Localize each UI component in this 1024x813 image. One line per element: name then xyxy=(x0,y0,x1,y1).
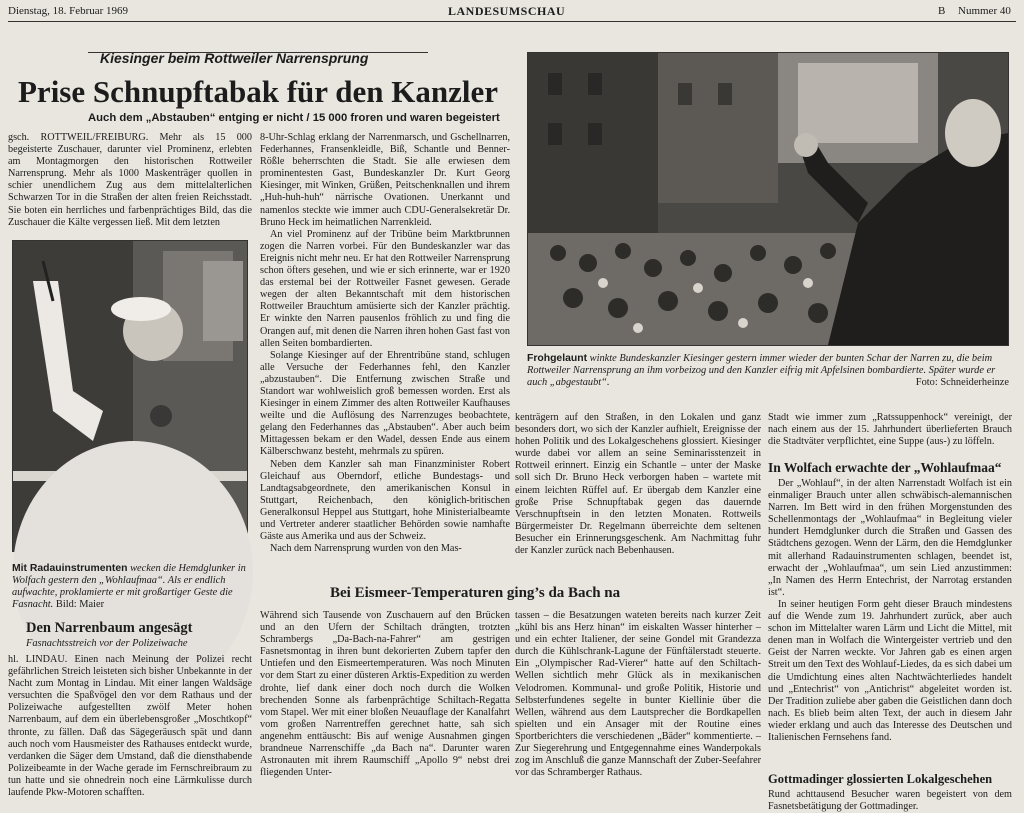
wolfach-p2: In seiner heutigen Form geht dieser Brauch mindestens auf die Wende zum 19. Jahrhundert zurück, aber auch schon im Mittelalter waren Lärm und Licht die Mittel, mit denen man in Wolfach die Wintergeister vertrieb und den Geist der Narren weckte. Vor Jahren gab es einen argen Streit um den Text des Wohlauf-Liedes, da es sich dabei um die Umdichtung eines alten Nachtwächterliedes handelt und „Entechrist“ von „Antichrist“ abgeleitet worden ist. Der Tradition zuliebe aber gaben die Geistlichen dann doch nach. Es blieb beim alten Text, der auch in diesem Jahr wieder erklang und auch das Interesse des Deutschen und Italienischen Fernsehens fand. xyxy=(768,598,1012,743)
lead-kicker: Kiesinger beim Rottweiler Narrensprung xyxy=(100,50,369,66)
left-caption-text: wecken die Hemdglunker in Wolfach gestern den „Wohlaufmaa“. Als er endlich aufwachte, proklamierte er mit großartiger Geste die Fasnacht. xyxy=(12,563,246,610)
lead-col2-p5: Nach dem Narrensprung wurden von den Mas- xyxy=(270,543,462,555)
section-title: LANDESUMSCHAU xyxy=(448,4,566,18)
main-photo-caption xyxy=(527,353,1009,389)
gottmadingen-text: Rund achttausend Besucher waren begeistert von dem Fasnetsbetätigung der Gottmadinger. xyxy=(768,789,1012,813)
photo-kiesinger-image xyxy=(528,53,1008,345)
gottmadingen-headline: Gottmadinger glossierten Lokalgeschehen xyxy=(768,772,993,786)
narrenbaum-headline: Den Narrenbaum angesägt xyxy=(26,620,193,636)
wolfach-headline: In Wolfach erwachte der „Wohlaufmaa“ xyxy=(768,460,1002,475)
wolfach-intro: Stadt wie immer zum „Ratssuppenhock“ vereinigt, der nach einem aus der 15. Jahrhundert überlieferten Brauch die Stadtväter verpflichtet, eine Suppe (aus-) zu löffeln. xyxy=(768,412,1012,448)
lead-intro-text: gsch. ROTTWEIL/FREIBURG. Mehr als 15 000 begeisterte Zuschauer, darunter viel Prominenz, erlebten am Montagmorgen den historischen Rottweiler Narrensprung. Mehr als 1000 Maskenträger quollen in schier unendlichem Zug aus dem mittelalterlichen Schwarzen Tor in die Straßen der alten freien Reichsstadt. Sie boten ein herrliches und farbenprächtiges Bild, das die Zuschauer die Kälte vergessen ließ. Mit dem letzten xyxy=(8,132,252,228)
left-photo-caption xyxy=(12,563,250,611)
edition-letter: B xyxy=(938,5,946,17)
wolfach-p1: Der „Wohlauf“, in der alten Narrenstadt Wolfach ist ein einmaliger Brauch unter allen schwäbisch-alemannischen Narren. Im Bett wird in den frühen Morgenstunden des Schellenmontags der „Wohlaufmaa“ in Begleitung vieler hundert Hemdglunker durch die Straßen und Gassen des Städtchens gezogen. Wenn der Lärm, den die Hemdglunker mit allerhand Radauinstrumenten schlagen, beendet ist, erwacht der „Wohlaufmaa“, um sein Lied anzustimmen: „In Namen des Herrn Entechrist, der Narrotag erstanden ist“. xyxy=(768,478,1012,598)
issue-date: Dienstag, 18. Februar 1969 xyxy=(8,5,129,17)
lead-column-2 xyxy=(260,132,510,562)
left-caption-credit: Bild: Maier xyxy=(55,599,105,610)
lead-column-3: kenträgern auf den Straßen, in den Lokalen und ganz besonders dort, wo sich der Kanzler aufhielt, Ereignisse der hohen Politik und des Lokalgeschehens glossiert. Kiesinger wurde dabei vor allem an seine Seminarisstenzeit in Rottweil erinnert. Einzig ein Schantle – unter der Maske soll sich Dr. Bruno Heck verborgen haben – wartete mit einem leichten Rüffel auf. Er übergab dem Kanzler eine große Prise Schnupftabak gegen das dauernde Verschnupftsein in den letzten Monaten. Rottweils Bürgermeister Dr. Regelmann überreichte dem seltenen Besucher ein Erinnerungsgeschenk. Am Nachmittag fuhr der Kanzler zurück nach Bebenhausen. xyxy=(515,412,761,557)
masthead-bar xyxy=(8,5,1016,22)
left-caption-bold: Mit Radauinstrumenten xyxy=(12,563,128,574)
lead-col2-p1: 8-Uhr-Schlag erklang der Narrenmarsch, und Gschellnarren, Federhannes, Fransenkleidle, Biß, Schantle und Benner-Rößle beherrschten die Stadt. Sie alle erwiesen dem prominentesten Gast, Bundeskanzler Dr. Kurt Georg Kiesinger, mit Winken, Grüßen, Peitschenknallen und ihrem „Huh-huh-huh“ närrische Ovationen. Unerkannt und namenlos steckte wie immer auch CDU-Generalsekretär Dr. Bruno Heck im heimatlichen Narrenkleid. xyxy=(260,132,510,228)
photo-kiesinger xyxy=(527,52,1009,346)
wolfach-article xyxy=(768,478,1012,768)
lead-col2-p3: Solange Kiesinger auf der Ehrentribüne stand, schlugen alle Versuche der Federhannes fehl, den Kanzler „abzustauben“. Die Entfernung zwischen Straße und Standort war wohlweislich groß bemessen worden. Erst als Kiesinger in einem Zimmer des alten Rottweiler Kaufhauses weilte und die Auflösung des Narrenzuges beobachtete, gelang den Federhannes das „Abstauben“. Aber auch beim Mittagessen bekam er den Wadel, dessen Ende aus einem Kälberschwanz besteht, mehrmals zu spüren. xyxy=(260,349,510,458)
main-caption-bold: Frohgelaunt xyxy=(527,353,588,364)
narrenbaum-subtitle: Fasnachtsstreich vor der Polizeiwache xyxy=(26,638,188,649)
main-caption-text: winkte Bundeskanzler Kiesinger gestern immer wieder der bunten Schar der Narren zu, die beim Rottweiler Narrensprung an ihm vorbeizog und den Kanzler eifrig mit Apfelsinen bombardierte. Später wurde er auch „abgestaubt“. xyxy=(527,353,996,388)
issue-number: Nummer 40 xyxy=(958,5,1011,17)
photo-wohlaufmaa-image xyxy=(13,241,247,551)
photo-wohlaufmaa xyxy=(12,240,248,552)
main-caption-credit: Foto: Schneiderheinze xyxy=(915,377,1009,388)
lead-col2-p2: An viel Prominenz auf der Tribüne beim Marktbrunnen zogen die Narren vorbei. Für den Bundeskanzler war das Ereignis nicht mehr neu. Er hat den Rottweiler Narrensprung schon öfters gesehen, und wie er sich erinnerte, war er 1920 das erstemal bei der Rottweiler Fasnet gewesen. Gerade wegen der alten Bekanntschaft mit dem historischen Rottweiler Brauchtum amüsierte sich der Kanzler prächtig. Er winkte den Narren pausenlos fröhlich zu und fing die Orangen auf, mit denen die Narren ihren hohen Gast fast von allen Seiten bombardierten. xyxy=(260,228,510,349)
bach-headline: Bei Eismeer-Temperaturen ging’s da Bach na xyxy=(330,585,621,601)
lead-subtitle: Auch dem „Abstauben“ entging er nicht / 15 000 froren und waren begeistert xyxy=(88,112,500,124)
lead-headline: Prise Schnupftabak für den Kanzler xyxy=(18,74,498,109)
lead-col2-p4: Neben dem Kanzler sah man Finanzminister Robert Gleichauf aus Oberndorf, etliche Bundestags- und Landtagsabgeordnete, den amerikanischen Konsul in Stuttgart, Reichenbach, den königlich-britischen Generalkonsul Heppel aus Stuttgart, hohe Ministerialbeamte und Vertreter anderer staatlicher Behörden sowie namhafte Gäste aus Amerika und aus der Schweiz. xyxy=(260,458,510,543)
kicker-rule xyxy=(88,52,428,53)
bach-column-2: tassen – die Besatzungen wateten bereits nach kurzer Zeit „kühl bis ans Herz hinan“ im eiskalten Wasser hinterher – und ein echter Italiener, der seine Gondel mit Grandezza durch die Kühlschrank-Lagune der Fünftälerstadt steuerte. Ein „Olympischer Rad-Vierer“ hatte auf den Schiltach-Wellen sichtlich mehr Glück als in mexikanischen Velodromen. Kommunal- und große Politik, Historie und Selbsterfundenes segelte in bunter Kiellinie über die Wellen, während aus dem Lautsprecher die Bordkapellen spielten und ein Ansager mit der Routine eines Sportberichters die verschiedenen „Bäder“ kommentierte. – Zur Siegerehrung und Entgegennahme eines Wanderpokals zog im Anschluß die ganze Mannschaft der Zuber-Seefahrer vor das Schramberger Rathaus. xyxy=(515,610,761,779)
bach-column-1: Während sich Tausende von Zuschauern auf den Brücken und an den Ufern der Schiltach drängten, trotzten Schrambergs „Da-Bach-na-Fahrer“ am gestrigen Fasnetsmontag in ihren bunt dekorierten Zubern tapfer den Untiefen und den Eismeertemperaturen. Was noch Minuten vor dem Start zu einer düsteren Arktis-Expedition zu werden drohte, lief dank einer doch noch durch die Wolken brechenden Sonne als farbenprächtige Schiltach-Regatta vom Stapel. Wer mit einer bloßen Neuauflage der Kanalfahrt vom großen Narrentreffen gerechnet hatte, sah sich angenehm enttäuscht: Bis auf wenige Ausnahmen gingen brandneue Narrenschiffe „da Bach na“. Darunter waren Astronauten mit ihrem Raumschiff „Apollo 9“ nebst drei fliegenden Unter- xyxy=(260,610,510,779)
narrenbaum-article: hl. LINDAU. Einen nach Meinung der Polizei recht gefährlichen Streich leisteten sich bisher Unbekannte in der Nacht zum Montag in Lindau. Mit einer langen Waldsäge versuchten die Spaßvögel den vor dem Rathaus und der Polizeiwache aufgestellten zwölf Meter hohen Narrenbaum, auf dem ein überlebensgroßer „Moschtkopf“ thronte, zu fällen. Daß das Sägegeräusch spät und dann auch noch vom Hausmeister des Rathauses entdeckt wurde, verdanken die Säger dem Umstand, daß die diensthabende Polizeibeamte in der Wache gerade im Fernschreibraum zu tun hatte und sie ohnedrein noch eine Lärmkulisse durch laufende Pkw-Motoren schafften. xyxy=(8,654,252,799)
